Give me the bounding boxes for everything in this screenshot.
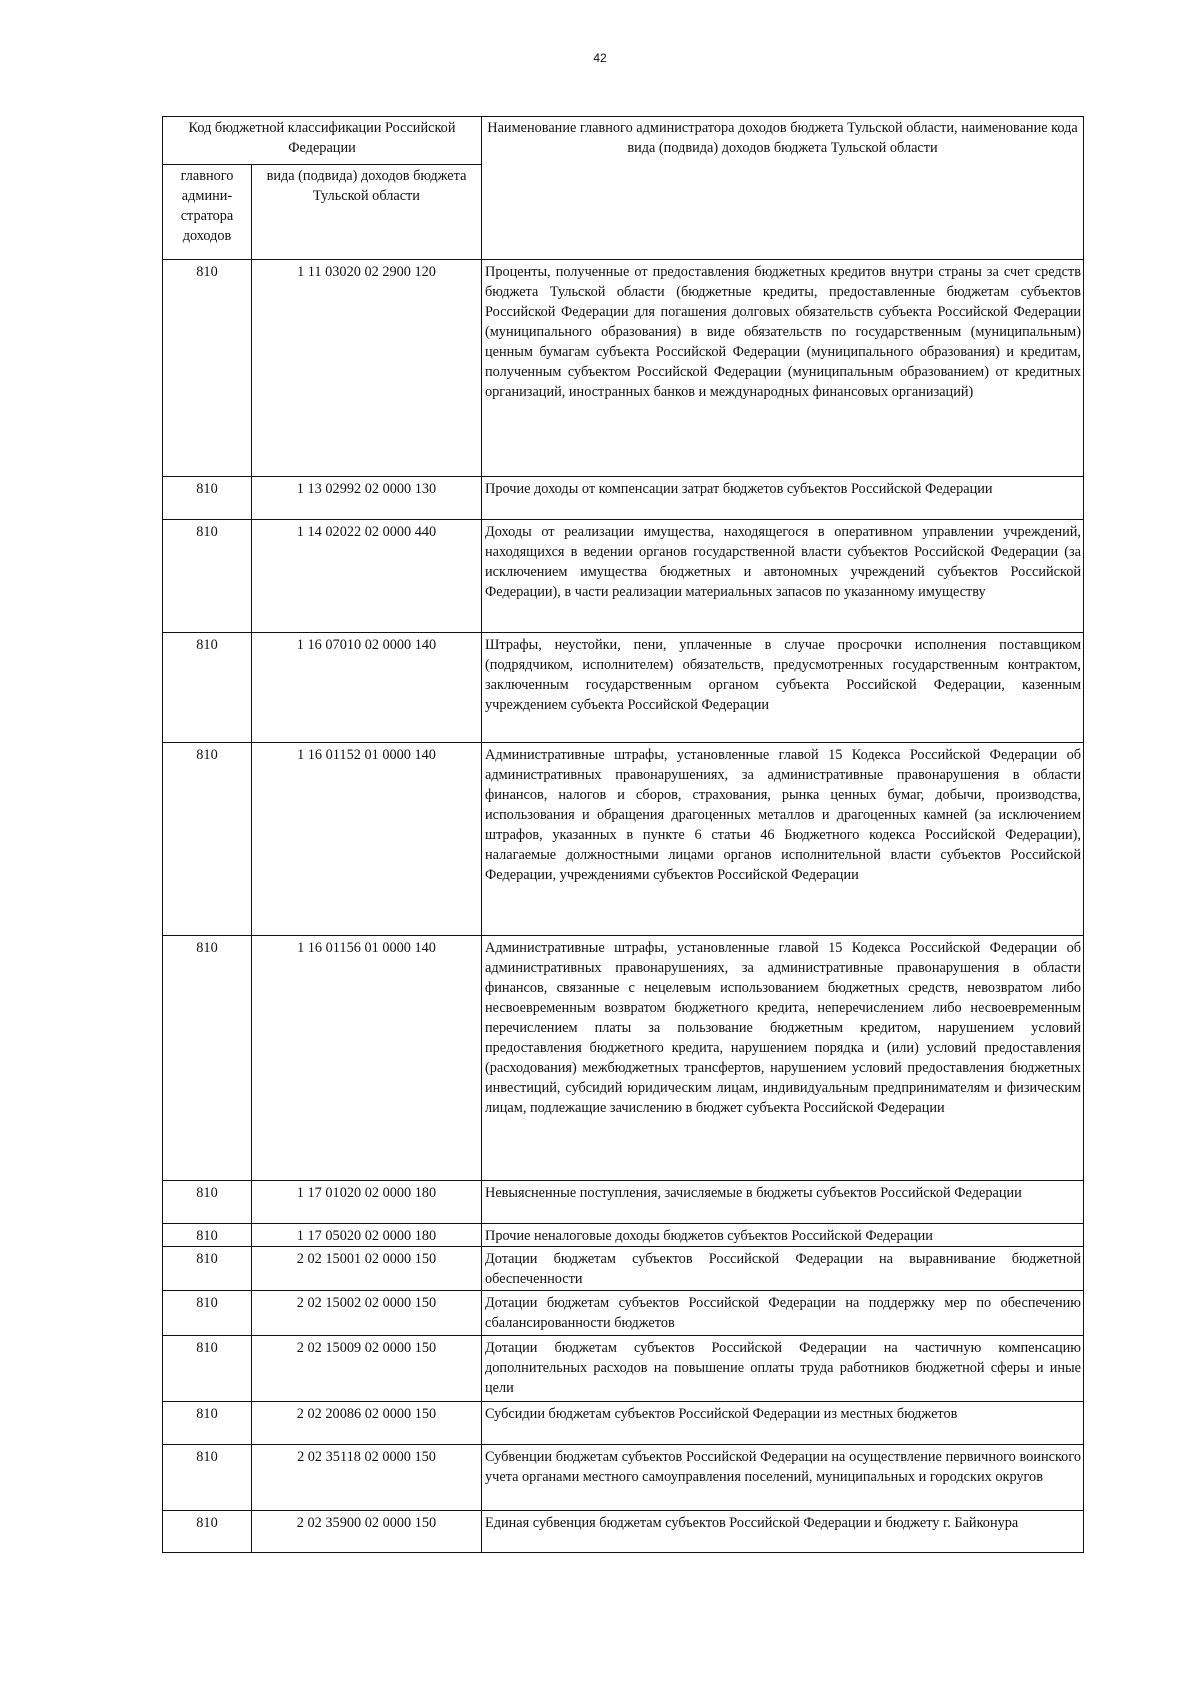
income-code-cell: 2 02 20086 02 0000 150 xyxy=(252,1402,482,1445)
income-code-cell: 1 17 01020 02 0000 180 xyxy=(252,1181,482,1224)
table-row xyxy=(163,260,1084,477)
table-row xyxy=(163,936,1084,1181)
table-row xyxy=(163,1181,1084,1224)
income-name-cell: Субвенции бюджетам субъектов Российской Федерации на осуществление первичного воинского учета органами местного самоуправления поселений, муниципальных и городских округов xyxy=(482,1445,1084,1511)
income-code-cell: 1 16 07010 02 0000 140 xyxy=(252,633,482,743)
table-row xyxy=(163,1247,1084,1291)
income-code-cell: 1 17 05020 02 0000 180 xyxy=(252,1224,482,1247)
admin-code-cell: 810 xyxy=(163,743,252,936)
income-code-cell: 1 14 02022 02 0000 440 xyxy=(252,520,482,633)
admin-code-cell: 810 xyxy=(163,260,252,477)
admin-code-cell: 810 xyxy=(163,936,252,1181)
income-code-cell: 1 11 03020 02 2900 120 xyxy=(252,260,482,477)
admin-code-cell: 810 xyxy=(163,1247,252,1291)
table-row xyxy=(163,520,1084,633)
income-code-cell: 1 16 01156 01 0000 140 xyxy=(252,936,482,1181)
income-name-cell: Доходы от реализации имущества, находящегося в оперативном управлении учреждений, находящихся в ведении органов государственной власти субъектов Российской Федерации (за исключением имущества бюджетных и автономных учреждений субъектов Российской Федерации), в части реализации материальных запасов по указанному имуществу xyxy=(482,520,1084,633)
admin-code-cell: 810 xyxy=(163,633,252,743)
header-name-column: Наименование главного администратора доходов бюджета Тульской области, наименование кода вида (подвида) доходов бюджета Тульской области xyxy=(482,117,1084,260)
table-row xyxy=(163,477,1084,520)
income-name-cell: Невыясненные поступления, зачисляемые в бюджеты субъектов Российской Федерации xyxy=(482,1181,1084,1224)
admin-code-cell: 810 xyxy=(163,1511,252,1553)
admin-code-cell: 810 xyxy=(163,520,252,633)
income-code-cell: 2 02 15009 02 0000 150 xyxy=(252,1336,482,1402)
income-name-cell: Прочие неналоговые доходы бюджетов субъектов Российской Федерации xyxy=(482,1224,1084,1247)
income-name-cell: Административные штрафы, установленные главой 15 Кодекса Российской Федерации об административных правонарушениях, за административные правонарушения в области финансов, связанные с нецелевым использованием бюджетных средств, невозвратом либо несвоевременным возвратом бюджетного кредита, неперечислением либо несвоевременным перечислением платы за пользование бюджетным кредитом, нарушением условий предоставления бюджетного кредита, нарушением порядка и (или) условий предоставления (расходования) межбюджетных трансфертов, нарушением условий предоставления бюджетных инвестиций, субсидий юридическим лицам, индивидуальным предпринимателям и физическим лицам, подлежащие зачислению в бюджет субъекта Российской Федерации xyxy=(482,936,1084,1181)
income-code-cell: 2 02 35900 02 0000 150 xyxy=(252,1511,482,1553)
income-name-cell: Штрафы, неустойки, пени, уплаченные в случае просрочки исполнения поставщиком (подрядчиком, исполнителем) обязательств, предусмотренных государственным контрактом, заключенным государственным органом субъекта Российской Федерации, казенным учреждением субъекта Российской Федерации xyxy=(482,633,1084,743)
income-code-cell: 1 16 01152 01 0000 140 xyxy=(252,743,482,936)
admin-code-cell: 810 xyxy=(163,1402,252,1445)
admin-code-cell: 810 xyxy=(163,1445,252,1511)
header-admin-column: главного админи- стратора доходов xyxy=(163,165,252,260)
income-code-cell: 1 13 02992 02 0000 130 xyxy=(252,477,482,520)
admin-code-cell: 810 xyxy=(163,477,252,520)
table-row xyxy=(163,1511,1084,1553)
admin-code-cell: 810 xyxy=(163,1224,252,1247)
income-name-cell: Дотации бюджетам субъектов Российской Федерации на частичную компенсацию дополнительных расходов на повышение оплаты труда работников бюджетной сферы и иные цели xyxy=(482,1336,1084,1402)
income-name-cell: Субсидии бюджетам субъектов Российской Федерации из местных бюджетов xyxy=(482,1402,1084,1445)
income-code-cell: 2 02 15002 02 0000 150 xyxy=(252,1291,482,1336)
income-name-cell: Административные штрафы, установленные главой 15 Кодекса Российской Федерации об административных правонарушениях, за административные правонарушения в области финансов, налогов и сборов, страхования, рынка ценных бумаг, добычи, производства, использования и обращения драгоценных металлов и драгоценных камней (за исключением штрафов, указанных в пункте 6 статьи 46 Бюджетного кодекса Российской Федерации), налагаемые должностными лицами органов исполнительной власти субъектов Российской Федерации, учреждениями субъектов Российской Федерации xyxy=(482,743,1084,936)
income-name-cell: Прочие доходы от компенсации затрат бюджетов субъектов Российской Федерации xyxy=(482,477,1084,520)
page-number: 42 xyxy=(593,51,607,65)
income-name-cell: Единая субвенция бюджетам субъектов Российской Федерации и бюджету г. Байконура xyxy=(482,1511,1084,1553)
header-code-group: Код бюджетной классификации Российской Федерации xyxy=(163,117,482,165)
admin-code-cell: 810 xyxy=(163,1181,252,1224)
header-type-column: вида (подвида) доходов бюджета Тульской области xyxy=(252,165,482,260)
admin-code-cell: 810 xyxy=(163,1291,252,1336)
income-code-cell: 2 02 35118 02 0000 150 xyxy=(252,1445,482,1511)
table-row xyxy=(163,1445,1084,1511)
income-code-cell: 2 02 15001 02 0000 150 xyxy=(252,1247,482,1291)
table-row xyxy=(163,1336,1084,1402)
admin-code-cell: 810 xyxy=(163,1336,252,1402)
table-row xyxy=(163,633,1084,743)
table-row xyxy=(163,1291,1084,1336)
income-name-cell: Проценты, полученные от предоставления бюджетных кредитов внутри страны за счет средств бюджета Тульской области (бюджетные кредиты, предоставленные бюджетам субъектов Российской Федерации для погашения долговых обязательств субъекта Российской Федерации (муниципального образования) в виде обязательств по государственным (муниципальным) ценным бумагам субъекта Российской Федерации (муниципального образования) и кредитам, полученным субъектом Российской Федерации (муниципальным образованием) от кредитных организаций, иностранных банков и международных финансовых организаций) xyxy=(482,260,1084,477)
table-row xyxy=(163,743,1084,936)
table-row xyxy=(163,1224,1084,1247)
table-row xyxy=(163,1402,1084,1445)
income-name-cell: Дотации бюджетам субъектов Российской Федерации на выравнивание бюджетной обеспеченности xyxy=(482,1247,1084,1291)
income-name-cell: Дотации бюджетам субъектов Российской Федерации на поддержку мер по обеспечению сбалансированности бюджетов xyxy=(482,1291,1084,1336)
budget-classification-table xyxy=(162,116,1084,1553)
